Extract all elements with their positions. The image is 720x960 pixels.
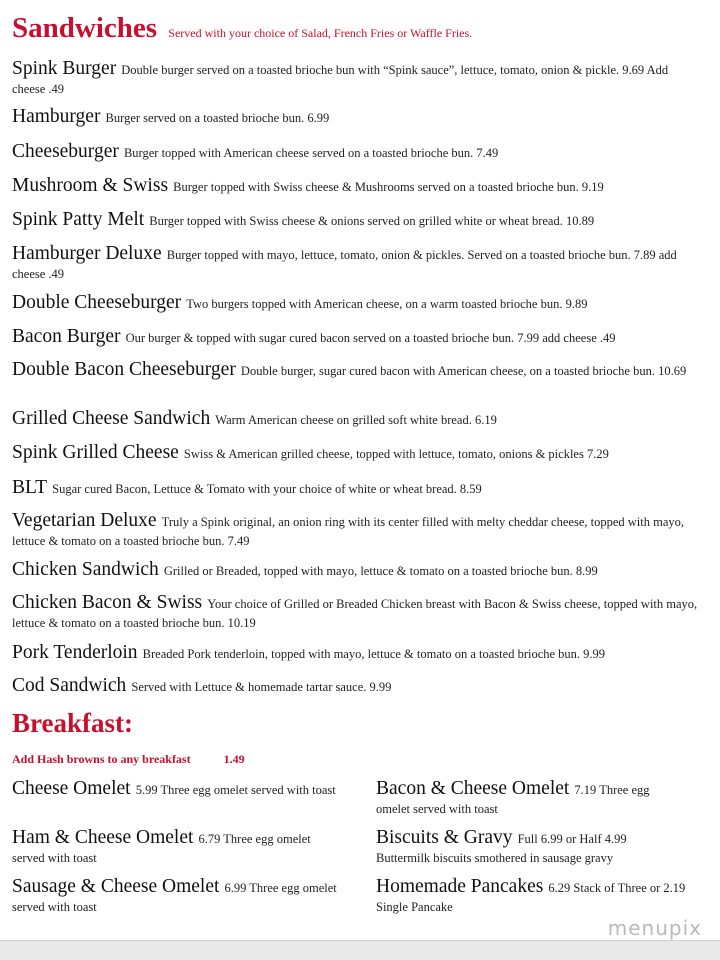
item-name: Hamburger Deluxe (12, 243, 162, 264)
breakfast-item-homemade-pancakes (376, 878, 696, 916)
item-desc: Double burger served on a toasted brioche bun with “Spink sauce”, lettuce, tomato, onion & pickle. 9.69 Add cheese .49 (12, 63, 669, 96)
item-desc: Full 6.99 or Half 4.99 Buttermilk biscuits smothered in sausage gravy (376, 832, 627, 865)
item-desc: Swiss & American grilled cheese, topped with lettuce, tomato, onions & pickles 7.29 (183, 447, 609, 461)
breakfast-item-biscuits-gravy (376, 829, 666, 867)
breakfast-item-ham-cheese-omelet (12, 829, 342, 867)
menu-item-spink-patty-melt (12, 211, 702, 230)
item-name: Grilled Cheese Sandwich (12, 408, 211, 429)
item-name: Vegetarian Deluxe (12, 510, 157, 531)
item-name: Bacon Burger (12, 326, 121, 347)
sandwiches-note: Served with your choice of Salad, French Fries or Waffle Fries. (168, 26, 473, 40)
menu-item-cheeseburger (12, 143, 702, 162)
item-name: Hamburger (12, 106, 101, 127)
item-name: Bacon & Cheese Omelet (376, 778, 570, 799)
item-name: Double Cheeseburger (12, 292, 182, 313)
hash-browns-addon (12, 752, 245, 767)
addon-label: Add Hash browns to any breakfast (12, 752, 191, 766)
menu-item-spink-burger (12, 60, 702, 98)
menu-item-double-bacon-cheeseburger (12, 361, 702, 380)
menu-item-spink-grilled-cheese (12, 444, 702, 463)
item-desc: Our burger & topped with sugar cured bacon served on a toasted brioche bun. 7.99 add cheese .49 (125, 331, 616, 345)
menu-item-double-cheeseburger (12, 294, 702, 313)
item-desc: Burger topped with Swiss cheese & Mushrooms served on a toasted brioche bun. 9.19 (173, 180, 604, 194)
item-name: BLT (12, 477, 48, 498)
item-name: Double Bacon Cheeseburger (12, 359, 236, 380)
item-name: Cheeseburger (12, 141, 119, 162)
breakfast-item-sausage-cheese-omelet (12, 878, 342, 916)
item-desc: Grilled or Breaded, topped with mayo, lettuce & tomato on a toasted brioche bun. 8.99 (163, 564, 598, 578)
item-name: Ham & Cheese Omelet (12, 827, 194, 848)
item-name: Chicken Bacon & Swiss (12, 592, 203, 613)
item-name: Mushroom & Swiss (12, 175, 169, 196)
item-desc: 7.19 Three egg omelet served with toast (376, 783, 650, 816)
sandwiches-heading (12, 12, 472, 45)
item-desc: Truly a Spink original, an onion ring with its center filled with melty cheddar cheese, topped with mayo, lettuce & tomato on a toasted brioche bun. 7.49 (12, 515, 685, 548)
item-name: Spink Burger (12, 58, 117, 79)
item-desc: Served with Lettuce & homemade tartar sauce. 9.99 (131, 680, 392, 694)
item-name: Biscuits & Gravy (376, 827, 513, 848)
item-desc: Burger served on a toasted brioche bun. 6.99 (105, 111, 330, 125)
item-name: Chicken Sandwich (12, 559, 159, 580)
item-name: Spink Patty Melt (12, 209, 145, 230)
item-desc: Your choice of Grilled or Breaded Chicken breast with Bacon & Swiss cheese, topped with mayo, lettuce & tomato on a toasted brioche bun. 10.19 (12, 597, 698, 630)
item-desc: 6.99 Three egg omelet served with toast (12, 881, 337, 914)
item-desc: Double burger, sugar cured bacon with American cheese, on a toasted brioche bun. 10.69 (240, 364, 687, 378)
item-name: Cod Sandwich (12, 675, 127, 696)
item-name: Cheese Omelet (12, 778, 131, 799)
menu-item-bacon-burger (12, 328, 702, 347)
sandwiches-title: Sandwiches (12, 12, 158, 44)
item-desc: Sugar cured Bacon, Lettuce & Tomato with your choice of white or wheat bread. 8.59 (52, 482, 482, 496)
breakfast-heading (12, 708, 133, 739)
menu-item-chicken-sandwich (12, 561, 702, 580)
menu-item-hamburger-deluxe (12, 245, 702, 283)
menu-item-chicken-bacon-swiss (12, 594, 702, 632)
item-desc: Burger topped with mayo, lettuce, tomato, onion & pickles. Served on a toasted brioche bun. 7.89 add cheese .49 (12, 248, 677, 281)
menu-item-blt (12, 479, 702, 498)
menu-item-pork-tenderloin (12, 644, 702, 663)
item-name: Spink Grilled Cheese (12, 442, 179, 463)
item-name: Sausage & Cheese Omelet (12, 876, 220, 897)
menu-item-mushroom-swiss (12, 177, 702, 196)
item-desc: 5.99 Three egg omelet served with toast (135, 783, 336, 797)
item-name: Pork Tenderloin (12, 642, 138, 663)
menu-item-cod-sandwich (12, 677, 702, 696)
item-desc: Two burgers topped with American cheese, on a warm toasted brioche bun. 9.89 (186, 297, 588, 311)
item-desc: Burger topped with American cheese served on a toasted brioche bun. 7.49 (123, 146, 499, 160)
menu-item-vegetarian-deluxe (12, 512, 702, 550)
menu-item-hamburger (12, 108, 702, 127)
item-desc: 6.79 Three egg omelet served with toast (12, 832, 311, 865)
bottom-band (0, 940, 720, 960)
item-desc: Breaded Pork tenderloin, topped with mayo, lettuce & tomato on a toasted brioche bun. 9.99 (142, 647, 606, 661)
addon-price: 1.49 (223, 752, 245, 766)
breakfast-item-bacon-cheese-omelet (376, 780, 686, 818)
menu-item-grilled-cheese-sandwich (12, 410, 702, 429)
item-desc: 6.29 Stack of Three or 2.19 Single Pancake (376, 881, 686, 914)
item-desc: Warm American cheese on grilled soft white bread. 6.19 (215, 413, 497, 427)
breakfast-item-cheese-omelet (12, 780, 347, 799)
menupix-watermark: menupix (607, 916, 702, 940)
item-name: Homemade Pancakes (376, 876, 544, 897)
item-desc: Burger topped with Swiss cheese & onions served on grilled white or wheat bread. 10.89 (149, 214, 595, 228)
breakfast-title: Breakfast: (12, 708, 133, 738)
